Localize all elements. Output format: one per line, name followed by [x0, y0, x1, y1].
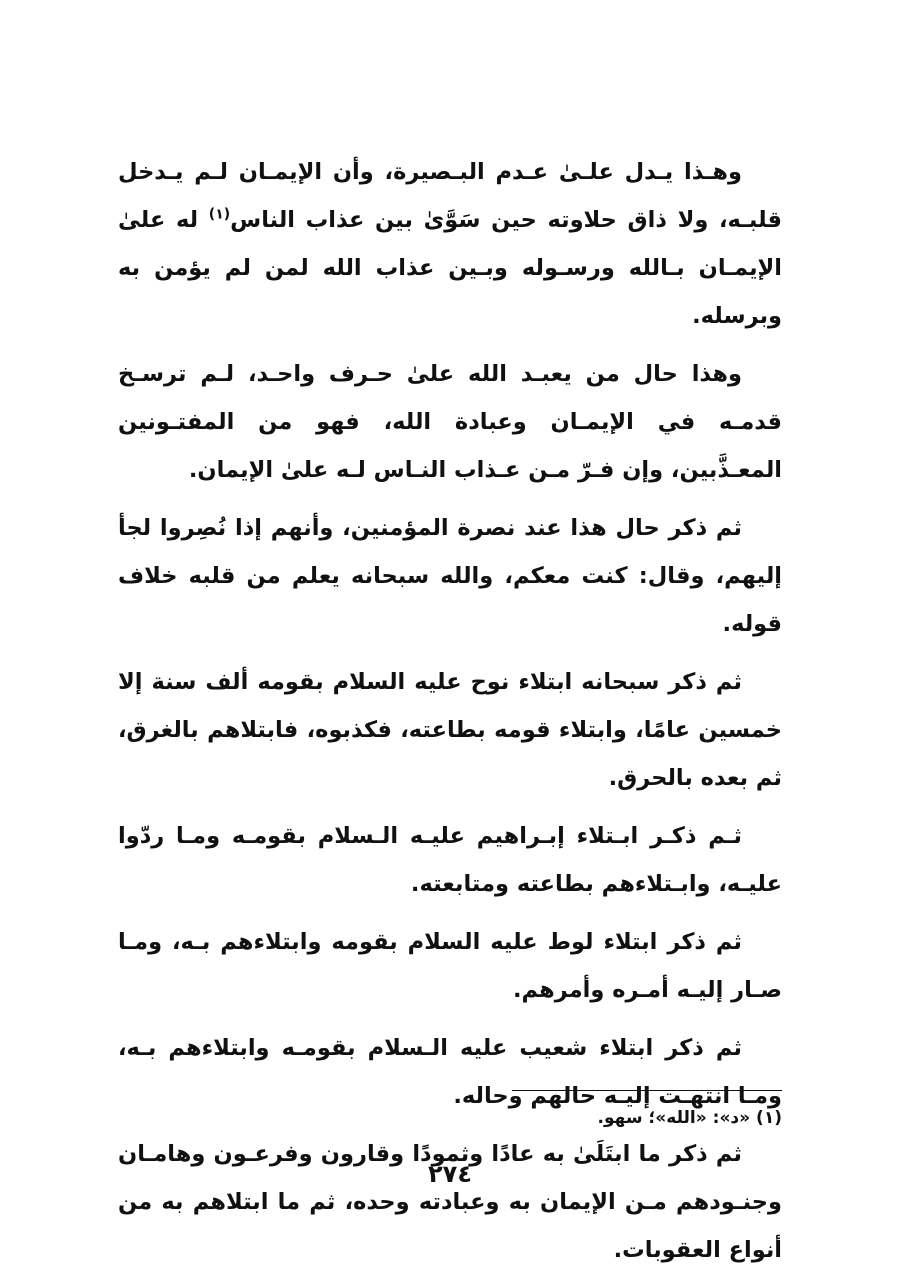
footnote: (١) «د»: «الله»؛ سهو. — [597, 1108, 782, 1128]
page-number: ٢٧٤ — [428, 1160, 472, 1188]
footnote-reference[interactable]: (١) — [208, 206, 231, 223]
paragraph-6: ثم ذكر ابتلاء لوط عليه السلام بقومه وابتلاءهم بـه، ومـا صـار إليـه أمـره وأمرهم. — [118, 929, 782, 1003]
paragraph-1-text-before: وهـذا يـدل علـىٰ عـدم البـصيرة، وأن الإيمـان لـم يـدخل قلبـه، ولا ذاق حلاوته حين سَوَّىٰ بين عذاب الناس — [118, 159, 782, 233]
paragraph-7: ثم ذكر ابتلاء شعيب عليه الـسلام بقومـه وابتلاءهم بـه، ومـا انتهـت إليـه حالهم وحاله. — [118, 1035, 782, 1109]
paragraph-4: ثم ذكر سبحانه ابتلاء نوح عليه السلام بقومه ألف سنة إلا خمسين عامًا، وابتلاء قومه بطاعته، فكذبوه، فابتلاهم بالغرق، ثم بعده بالحرق. — [118, 669, 782, 791]
paragraph-8: ثم ذكر ما ابتَلَىٰ به عادًا وثمودًا وقارون وفرعـون وهامـان وجنـودهم مـن الإيمان به وعبادته وحده، ثم ما ابتلاهم به من أنواع العقوبات. — [118, 1141, 782, 1263]
footnote-divider — [512, 1090, 782, 1091]
paragraph-5: ثـم ذكـر ابـتلاء إبـراهيم عليـه الـسلام بقومـه ومـا ردّوا عليـه، وابـتلاءهم بطاعته ومتابعته. — [118, 823, 782, 897]
paragraph-3: ثم ذكر حال هذا عند نصرة المؤمنين، وأنهم إذا نُصِروا لجأ إليهم، وقال: كنت معكم، والله سبحانه يعلم من قلبه خلاف قوله. — [118, 515, 782, 637]
paragraph-1-text-after: له علىٰ الإيمـان بـالله ورسـوله وبـين عذاب الله لمن لم يؤمن به وبرسله. — [118, 207, 782, 329]
paragraph-1 — [118, 148, 782, 340]
paragraph-2: وهذا حال من يعبـد الله علىٰ حـرف واحـد، لـم ترسـخ قدمـه في الإيمـان وعبادة الله، فهو من المفتـونين المعـذَّبين، وإن فـرّ مـن عـذاب النـاس لـه علىٰ الإيمان. — [118, 361, 782, 483]
